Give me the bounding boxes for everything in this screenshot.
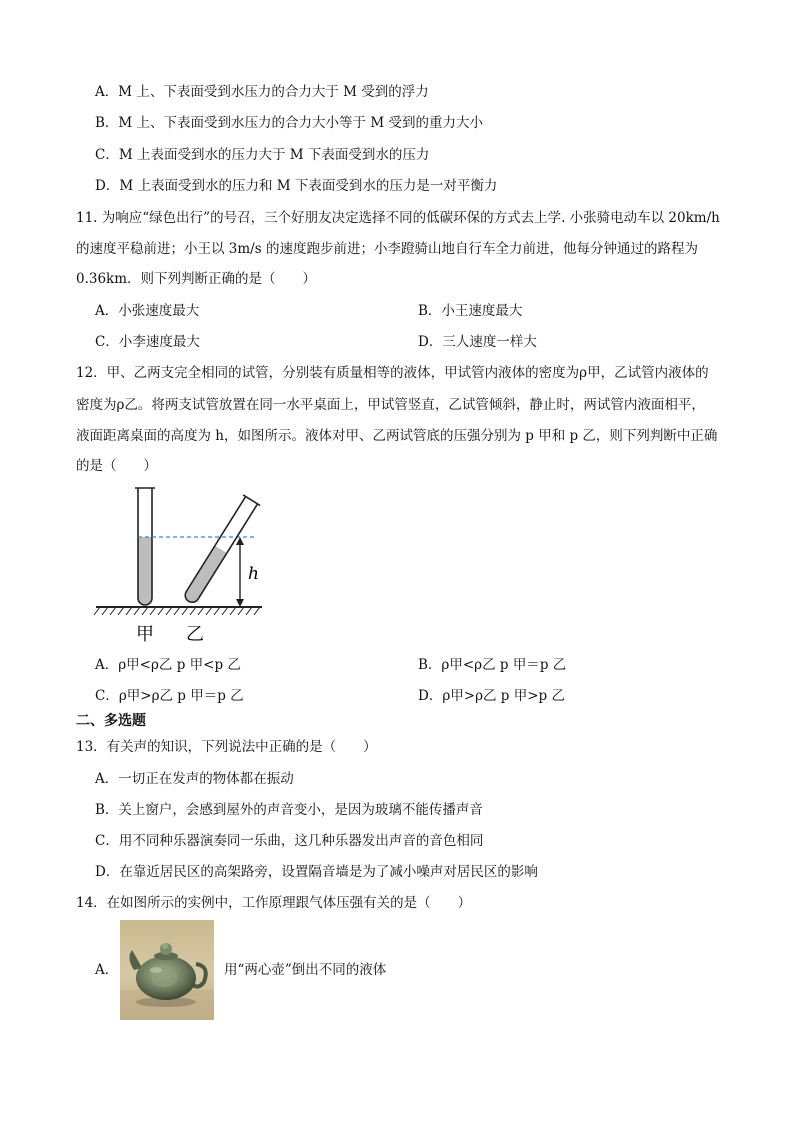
arrow-head-up (236, 537, 244, 545)
label-yi: 乙 (186, 624, 204, 645)
q13-option-a: A．一切正在发声的物体都在振动 (95, 771, 294, 787)
q13-option-c: C．用不同种乐器演奏同一乐曲，这几种乐器发出声音的音色相同 (95, 833, 484, 849)
test-tube-figure (90, 482, 270, 648)
q10-option-d: D．M 上表面受到水的压力和 M 下表面受到水的压力是一对平衡力 (95, 178, 498, 194)
q14-stem: 14．在如图所示的实例中，工作原理跟气体压强有关的是（ ） (76, 895, 472, 911)
q12-stem-line-3: 液面距离桌面的高度为 h，如图所示。液体对甲、乙两试管底的压强分别为 p 甲和 p 乙，则下列判断中正确 (76, 428, 718, 444)
q11-stem-line-1: 11. 为响应“绿色出行”的号召，三个好朋友决定选择不同的低碳环保的方式去上学. 小张骑电动车以 20km/h (76, 210, 720, 226)
q10-option-b: B．M 上、下表面受到水压力的合力大小等于 M 受到的重力大小 (95, 115, 483, 131)
q14-option-a-text: 用“两心壶”倒出不同的液体 (224, 962, 387, 978)
tube-yi-liquid (183, 546, 227, 605)
q14-option-a-letter: A． (95, 962, 119, 978)
tube-jia-liquid (138, 537, 152, 605)
q12-stem-line-2: 密度为ρ乙。将两支试管放置在同一水平桌面上，甲试管竖直，乙试管倾斜，静止时，两试管内液面相平， (76, 397, 705, 413)
arrow-head-down (236, 599, 244, 607)
table-hatching (94, 607, 260, 615)
label-h: h (248, 564, 259, 584)
q12-option-b: B．ρ甲<ρ乙 p 甲＝p 乙 (418, 657, 567, 673)
two-heart-teapot-photo (120, 920, 214, 1020)
q11-option-a: A．小张速度最大 (95, 303, 200, 319)
q13-option-d: D．在靠近居民区的高架路旁，设置隔音墙是为了减小噪声对居民区的影响 (95, 864, 538, 880)
q12-option-c: C．ρ甲>ρ乙 p 甲＝p 乙 (95, 688, 244, 704)
tube-yi-rim (243, 495, 260, 506)
q11-stem-line-3: 0.36km．则下列判断正确的是（ ） (76, 271, 317, 287)
q11-stem-line-2: 的速度平稳前进；小王以 3m/s 的速度跑步前进；小李蹬骑山地自行车全力前进，他每分钟通过的路程为 (76, 241, 698, 257)
q11-option-c: C．小李速度最大 (95, 334, 200, 350)
q12-option-a: A．ρ甲<ρ乙 p 甲<p 乙 (95, 657, 241, 673)
q12-option-d: D．ρ甲>ρ乙 p 甲>p 乙 (418, 688, 565, 704)
q10-option-c: C．M 上表面受到水的压力大于 M 下表面受到水的压力 (95, 147, 430, 163)
q12-stem-line-4: 的是（ ） (76, 458, 157, 474)
q13-stem: 13．有关声的知识，下列说法中正确的是（ ） (76, 739, 377, 755)
q13-option-b: B．关上窗户，会感到屋外的声音变小，是因为玻璃不能传播声音 (95, 802, 483, 818)
q10-option-a: A．M 上、下表面受到水压力的合力大于 M 受到的浮力 (95, 84, 429, 100)
q12-stem-line-1: 12．甲、乙两支完全相同的试管，分别装有质量相等的液体，甲试管内液体的密度为ρ甲，乙试管内液体的 (76, 365, 709, 381)
q11-option-d: D．三人速度一样大 (418, 334, 537, 350)
label-jia: 甲 (136, 624, 154, 645)
section-heading-multiple-choice: 二、多选题 (76, 713, 146, 729)
q11-option-b: B．小王速度最大 (418, 303, 523, 319)
